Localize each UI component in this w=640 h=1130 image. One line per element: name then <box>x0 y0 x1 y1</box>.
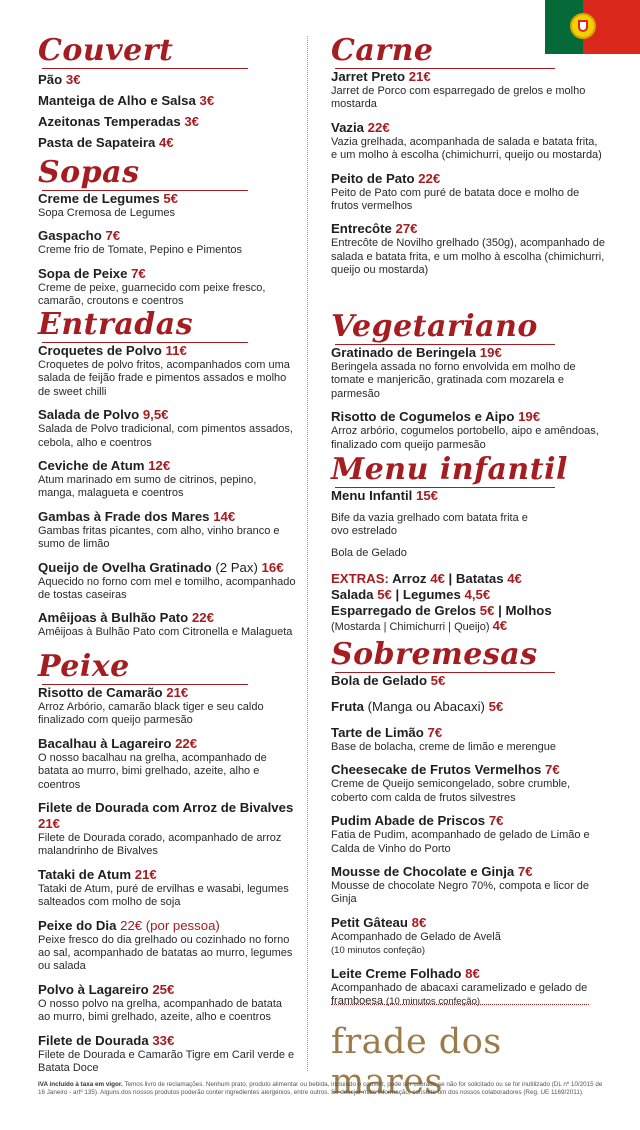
menu-item <box>38 343 296 399</box>
item-extra: (2 Pax) <box>215 559 258 575</box>
item-price: 21€ <box>166 685 189 700</box>
menu-item <box>38 407 296 450</box>
item-description: O nosso polvo na grelha, acompanhado de batata ao murro, bimi grelhado, azeite, alho e coentros <box>38 997 283 1024</box>
item-price: 3€ <box>199 93 215 108</box>
item-name: Fruta <box>331 699 364 714</box>
extra-name: Salada <box>331 587 374 603</box>
extra-price: 4€ <box>492 618 508 634</box>
menu-item <box>38 72 296 88</box>
extra-name: Batatas <box>455 571 504 587</box>
item-description-text: Acompanhado de abacaxi caramelizado e gelado de framboesa <box>331 981 588 1008</box>
menu-item <box>38 509 296 552</box>
section-title: Entradas <box>38 310 296 343</box>
menu-item <box>331 345 606 401</box>
item-price: 16€ <box>261 559 284 575</box>
item-description: Aquecido no forno com mel e tomilho, acompanhado de tostas caseiras <box>38 575 296 602</box>
item-price: 33€ <box>152 1032 175 1048</box>
section-carne <box>331 33 606 286</box>
item-name: Azeitonas Temperadas <box>38 114 181 129</box>
section-title: Carne <box>331 36 606 69</box>
extra-price: 5€ <box>479 603 495 619</box>
item-name: Peixe do Dia <box>38 917 117 933</box>
item-description: Croquetes de polvo fritos, acompanhados com uma salada de feijão frade e pimentos assados e molho de sweet chilli <box>38 359 290 398</box>
section-sobremesas <box>331 637 606 1016</box>
extra-note: (Mostarda | Chimichurri | Queijo) <box>331 621 490 634</box>
item-description: Creme frio de Tomate, Pepino e Pimentos <box>38 244 243 257</box>
item-description: Entrecôte de Novilho grelhado (350g), acompanhado de salada e batata frita, e um molho à escolha (chimichurri, queijo ou mostarda) <box>331 237 605 277</box>
item-description: Peixe fresco do dia grelhado ou cozinhado no forno ao sal, acompanhado de batatas ao murro, legumes ou salada <box>38 933 293 973</box>
menu-item <box>331 725 606 754</box>
section-vegetariano <box>331 309 606 460</box>
item-name: Amêijoas à Bulhão Pato <box>38 610 189 626</box>
item-description: Creme de peixe, guarnecido com peixe fresco, camarão, croutons e coentros <box>38 281 266 308</box>
legal-footer <box>38 1081 610 1097</box>
extra-name: Legumes <box>402 587 461 603</box>
menu-item <box>38 1033 296 1076</box>
item-description: Mousse de chocolate Negro 70%, compota e licor de Ginja <box>331 880 590 906</box>
item-price: 22€ <box>175 735 198 751</box>
item-name: Sopa de Peixe <box>38 265 128 281</box>
item-price: 22€ <box>367 119 390 135</box>
item-name: Bacalhau à Lagareiro <box>38 735 172 751</box>
item-price: 5€ <box>430 673 446 688</box>
menu-item <box>38 982 296 1025</box>
menu-item <box>38 135 296 151</box>
section-title: Vegetariano <box>331 312 606 345</box>
menu-item <box>331 69 606 112</box>
menu-item <box>38 93 296 109</box>
item-name: Croquetes de Polvo <box>38 343 162 358</box>
section-title: Menu infantil <box>331 455 606 488</box>
item-description: Arroz Arbório, camarão black tiger e seu caldo finalizado com queijo parmesão <box>38 701 264 727</box>
extras-block: EXTRAS: Arroz 4€ | Batatas 4€ Salada 5€ | Legumes 4,5€ Esparregado de Grelos 5€ | Molhos (Mostarda | Chimichurri | Queijo) 4€ <box>331 571 552 634</box>
menu-item <box>331 120 606 163</box>
item-name: Ceviche de Atum <box>38 458 145 474</box>
menu-item <box>38 191 296 220</box>
menu-item <box>38 458 296 501</box>
extra-name: Esparregado de Grelos <box>331 603 477 619</box>
extra-price: 4€ <box>430 571 445 587</box>
item-price: 7€ <box>105 228 121 244</box>
item-description: Acompanhado de Gelado de Avelã <box>331 930 501 943</box>
menu-item <box>38 266 296 309</box>
item-description: Beringela assada no forno envolvida em molho de tomate e manjericão, gratinada com mozarela e parmesão <box>331 361 576 400</box>
menu-item <box>331 864 606 907</box>
item-price: 7€ <box>488 813 504 829</box>
item-name: Mousse de Chocolate e Ginja <box>331 864 515 880</box>
item-price: 22€ <box>418 170 441 186</box>
item-name: Salada de Polvo <box>38 407 140 423</box>
item-price: 14€ <box>213 508 236 524</box>
item-name: Bola de Gelado <box>331 673 427 688</box>
section-entradas <box>38 307 296 648</box>
item-price: 4€ <box>158 135 174 150</box>
item-description: Jarret de Porco com esparregado de grelos e molho mostarda <box>331 85 586 111</box>
menu-item <box>38 560 296 603</box>
extras-label: EXTRAS: <box>331 571 389 587</box>
footer-text: Temos livro de reclamações. Nenhum prato, produto alimentar ou bebida, incluindo o couvert, pode ser cobrado se não for solicitado ou se for inutilizado (DL nº 10/2015 de 16 Janeiro - artº 135). Alguns dos nossos produtos poderão conter ingredientes alergénios, entre outros. Se desejar mais informação, consulte um dos nossos colaboradores (Reg. UE 1169/2011). <box>38 1081 603 1096</box>
item-name: Queijo de Ovelha Gratinado <box>38 559 212 575</box>
menu-item <box>331 966 606 1009</box>
item-name: Risotto de Cogumelos e Aipo <box>331 409 515 425</box>
restaurant-logo: frade dos mares <box>331 1022 502 1102</box>
item-price: 8€ <box>465 965 480 981</box>
extra-name: Arroz <box>392 571 427 587</box>
item-description: Vazia grelhada, acompanhada de salada e batata frita, e um molho à escolha (chimichurri, queijo ou mostarda) <box>331 135 602 162</box>
item-price: 8€ <box>411 914 427 930</box>
item-price: 15€ <box>416 488 439 503</box>
extra-price: 4,5€ <box>464 587 491 603</box>
menu-item <box>38 685 296 728</box>
menu-item <box>331 699 606 715</box>
item-price: 21€ <box>408 69 431 84</box>
item-description: Amêijoas à Bulhão Pato com Citronella e Malagueta <box>38 626 293 639</box>
item-price: 7€ <box>131 265 146 281</box>
item-description: Filete de Dourada corado, acompanhado de arroz malandrinho de Bivalves <box>38 832 282 858</box>
item-description: O nosso bacalhau na grelha, acompanhado de batata ao murro, bimi grelhado, azeite, alho e coentros <box>38 751 267 791</box>
footer-vat: IVA incluído à taxa em vigor. <box>38 1081 123 1088</box>
item-name: Pasta de Sapateira <box>38 135 156 150</box>
item-price: 11€ <box>165 343 187 358</box>
menu-item <box>331 488 606 504</box>
item-note: (10 minutos confeção) <box>331 945 425 957</box>
section-peixe <box>38 649 296 1084</box>
item-price: 22€ <box>191 610 214 626</box>
item-name: Entrecôte <box>331 221 392 237</box>
menu-item <box>331 221 606 277</box>
item-description: Arroz arbório, cogumelos portobello, aipo e amêndoas, finalizado com queijo parmesão <box>331 425 599 451</box>
item-name: Filete de Dourada <box>38 1032 149 1048</box>
section-title: Couvert <box>38 36 296 69</box>
item-name: Tarte de Limão <box>331 725 424 740</box>
menu-item <box>38 114 296 130</box>
item-name: Risotto de Camarão <box>38 685 163 700</box>
item-price: 25€ <box>152 981 175 997</box>
menu-item <box>331 915 606 958</box>
item-description: Base de bolacha, creme de limão e merengue <box>331 741 557 753</box>
section-menu-infantil <box>331 452 606 635</box>
menu-item <box>331 762 606 805</box>
item-price: 9,5€ <box>142 407 169 423</box>
item-price: 21€ <box>38 816 61 832</box>
menu-item <box>331 813 606 856</box>
menu-item <box>38 610 296 639</box>
item-price: 7€ <box>517 864 533 880</box>
item-price: 21€ <box>134 866 157 882</box>
item-name: Creme de Legumes <box>38 191 160 206</box>
item-price: 12€ <box>148 458 171 474</box>
item-name: Manteiga de Alho e Salsa <box>38 93 196 108</box>
item-price: 3€ <box>184 114 200 129</box>
item-name: Tataki de Atum <box>38 866 132 882</box>
item-description: Atum marinado em sumo de citrinos, pepino, manga, malagueta e coentros <box>38 474 257 500</box>
menu-item <box>331 171 606 214</box>
menu-item <box>38 800 296 859</box>
item-name: Gratinado de Beringela <box>331 345 477 360</box>
section-couvert <box>38 33 296 159</box>
item-price: 7€ <box>427 725 443 740</box>
menu-item <box>331 409 606 452</box>
section-title: Sobremesas <box>331 640 606 673</box>
item-name: Pudim Abade de Priscos <box>331 813 486 829</box>
item-price: 5€ <box>163 191 179 206</box>
item-price: 27€ <box>395 221 418 237</box>
item-name: Pão <box>38 72 63 87</box>
section-title: Peixe <box>38 652 296 685</box>
menu-item <box>38 918 296 974</box>
item-note: (10 minutos confeção) <box>386 996 481 1008</box>
menu-item <box>331 673 606 689</box>
menu-item <box>38 736 296 792</box>
item-description: Fatia de Pudim, acompanhado de gelado de Limão e Calda de Vinho do Porto <box>331 829 590 855</box>
extra-price: 4€ <box>507 571 522 587</box>
section-title: Sopas <box>38 158 296 191</box>
item-name: Gambas à Frade dos Mares <box>38 508 210 524</box>
item-name: Peito de Pato <box>331 170 415 186</box>
menu-item <box>38 867 296 910</box>
column-divider <box>307 36 308 1071</box>
item-price: 19€ <box>518 409 541 425</box>
menu-item <box>38 228 296 257</box>
item-name: Leite Creme Folhado <box>331 965 462 981</box>
item-extra: (Manga ou Abacaxi) <box>367 699 485 714</box>
item-price: 5€ <box>488 699 504 714</box>
item-name: Petit Gâteau <box>331 914 408 930</box>
item-price: 22€ (por pessoa) <box>120 917 220 933</box>
kids-menu-dessert: Bola de Gelado <box>331 546 407 559</box>
item-description: Sopa Cremosa de Legumes <box>38 207 175 219</box>
item-description: Gambas fritas picantes, com alho, vinho branco e sumo de limão <box>38 524 280 551</box>
item-name: Cheesecake de Frutos Vermelhos <box>331 762 542 778</box>
section-sopas <box>38 155 296 317</box>
item-name: Filete de Dourada com Arroz de Bivalves <box>38 800 294 816</box>
item-description: Salada de Polvo tradicional, com pimentos assados, cebola, alho e coentros <box>38 423 293 449</box>
logo-divider <box>331 1004 589 1005</box>
item-price: 3€ <box>65 72 81 87</box>
extra-name: Molhos <box>505 603 552 619</box>
item-name: Jarret Preto <box>331 69 406 84</box>
item-name: Polvo à Lagareiro <box>38 981 149 997</box>
extra-price: 5€ <box>377 587 392 603</box>
item-description: Filete de Dourada e Camarão Tigre em Caril verde e Batata Doce <box>38 1048 295 1075</box>
item-price: 19€ <box>479 345 502 360</box>
item-name: Vazia <box>331 119 364 135</box>
item-description: Creme de Queijo semicongelado, sobre crumble, coberto com calda de frutos silvestres <box>331 778 571 804</box>
item-description: Peito de Pato com puré de batata doce e molho de frutos vermelhos <box>331 186 580 213</box>
item-name: Menu Infantil <box>331 488 413 503</box>
kids-menu-main: Bife da vazia grelhado com batata frita e ovo estrelado <box>331 512 528 538</box>
item-name: Gaspacho <box>38 228 102 244</box>
item-description: Tataki de Atum, puré de ervilhas e wasabi, legumes salteados com molho de soja <box>38 882 289 909</box>
item-price: 7€ <box>545 762 560 778</box>
